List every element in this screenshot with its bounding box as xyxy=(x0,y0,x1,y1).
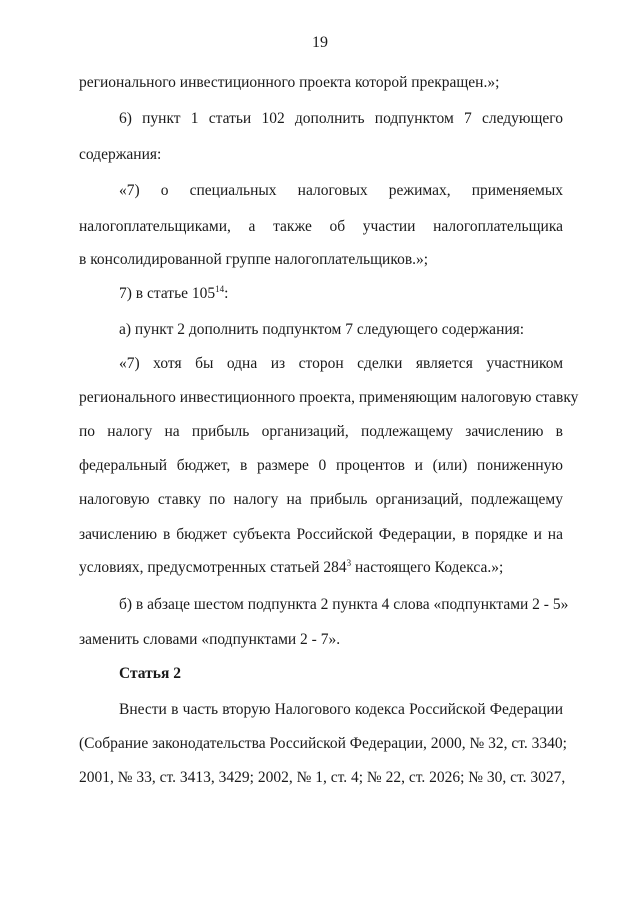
superscript: 3 xyxy=(346,558,352,568)
text-line xyxy=(79,558,563,578)
text-line xyxy=(119,284,563,304)
text-line: налоговую ставку по налогу на прибыль организаций, подлежащему xyxy=(79,491,563,508)
text-line: Внести в часть вторую Налогового кодекса Российской Федерации xyxy=(119,701,563,718)
text-line: регионального инвестиционного проекта, применяющим налоговую ставку xyxy=(79,389,579,406)
text-span: условиях, предусмотренных статьей 284 xyxy=(79,559,347,576)
text-line: налогоплательщиками, а также об участии налогоплательщика xyxy=(79,218,563,235)
text-line: 6) пункт 1 статьи 102 дополнить подпунктом 7 следующего xyxy=(119,110,563,127)
text-span: 7) в статье 105 xyxy=(119,285,216,302)
text-span: настоящего Кодекса.»; xyxy=(351,559,504,576)
text-line: в консолидированной группе налогоплательщиков.»; xyxy=(79,251,429,268)
text-line: заменить словами «подпунктами 2 - 7». xyxy=(79,631,341,648)
page-number: 19 xyxy=(312,34,328,51)
text-line: регионального инвестиционного проекта которой прекращен.»; xyxy=(79,74,500,91)
text-line: федеральный бюджет, в размере 0 процентов и (или) пониженную xyxy=(79,457,563,474)
text-line: 2001, № 33, ст. 3413, 3429; 2002, № 1, ст. 4; № 22, ст. 2026; № 30, ст. 3027, xyxy=(79,769,566,786)
text-line: «7) о специальных налоговых режимах, применяемых xyxy=(119,182,563,199)
text-line: б) в абзаце шестом подпункта 2 пункта 4 слова «подпунктами 2 - 5» xyxy=(119,596,569,613)
text-line: содержания: xyxy=(79,146,162,163)
text-line: (Собрание законодательства Российской Федерации, 2000, № 32, ст. 3340; xyxy=(79,735,567,752)
text-line: а) пункт 2 дополнить подпунктом 7 следующего содержания: xyxy=(119,321,525,338)
text-line: по налогу на прибыль организаций, подлежащему зачислению в xyxy=(79,423,563,440)
superscript: 14 xyxy=(215,284,225,294)
text-span: : xyxy=(224,285,229,302)
article-heading: Статья 2 xyxy=(119,665,181,682)
text-line: зачислению в бюджет субъекта Российской Федерации, в порядке и на xyxy=(79,526,563,543)
text-line: «7) хотя бы одна из сторон сделки является участником xyxy=(119,355,563,372)
